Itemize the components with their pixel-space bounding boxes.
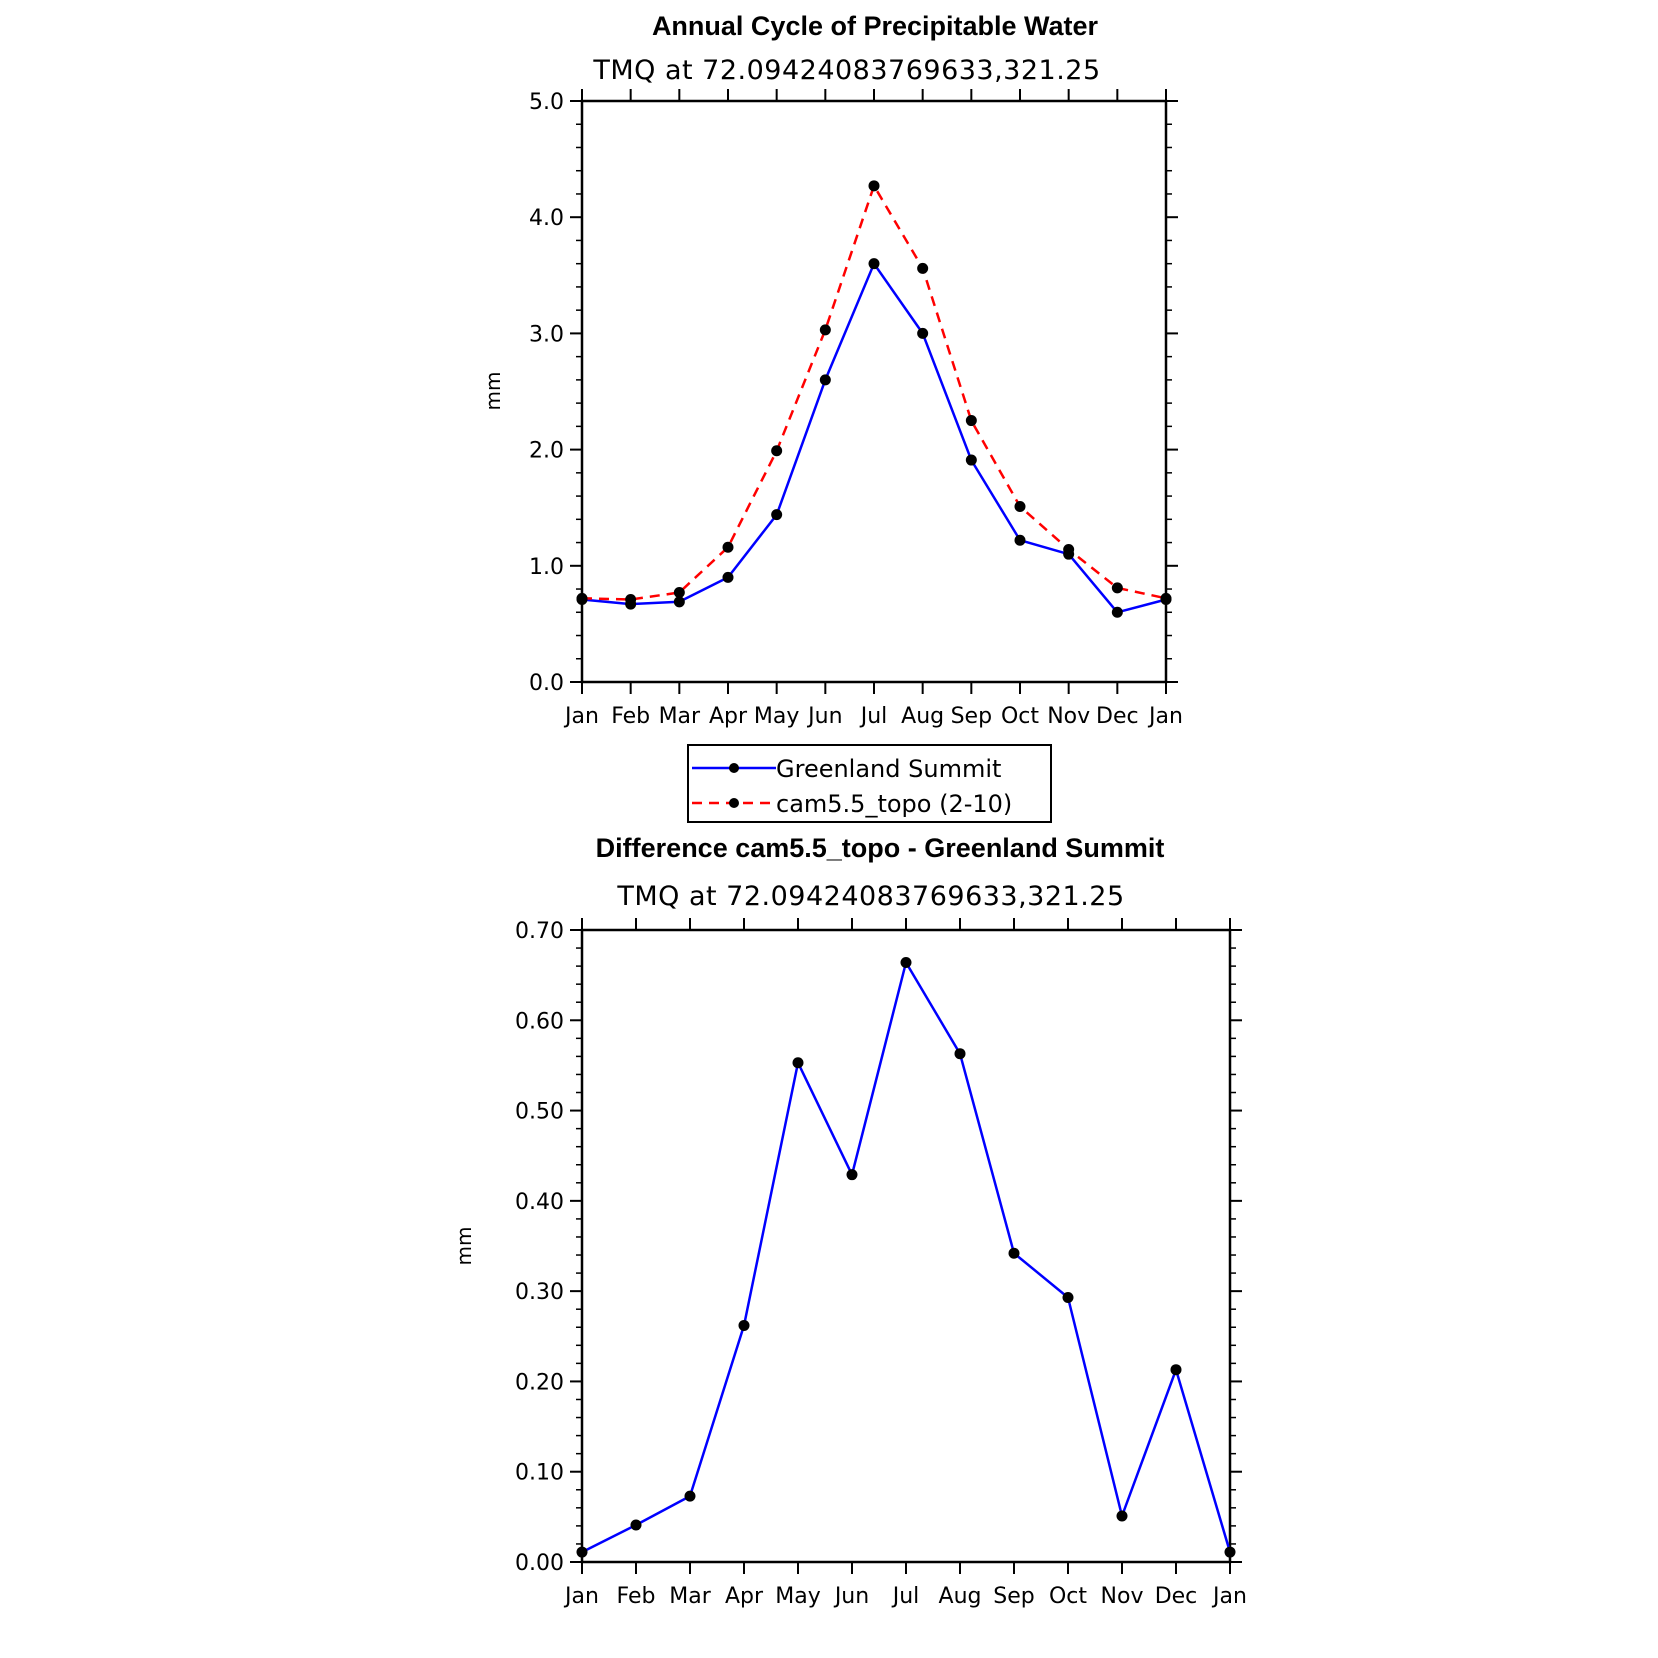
chart2-series-0-point [577, 1547, 588, 1558]
chart2-series-0-point [901, 957, 912, 968]
chart2-ytick-label: 0.60 [515, 1009, 564, 1035]
chart2-xtick-label: Sep [993, 1584, 1035, 1609]
legend-marker-cam [729, 798, 739, 808]
chart2-series-0-point [955, 1048, 966, 1059]
chart2-xtick-label: Feb [616, 1584, 656, 1609]
legend-marker-greenland [729, 763, 739, 773]
chart1-series-1-point [674, 587, 685, 598]
chart1-ytick-label: 4.0 [529, 206, 564, 232]
chart1-series-1-point [1161, 593, 1172, 604]
chart2-xtick-label: Oct [1048, 1584, 1088, 1609]
chart1-ytick-label: 5.0 [529, 90, 564, 115]
chart2-xtick-label: Jul [892, 1584, 920, 1609]
chart2-xtick-label: May [775, 1584, 821, 1609]
chart1-series-0-point [771, 509, 782, 520]
chart1-series-1-point [771, 445, 782, 456]
chart1-plot [529, 89, 1183, 729]
chart1-series-1-point [1063, 544, 1074, 555]
chart2-series-0-point [1063, 1292, 1074, 1303]
chart1-series-1-point [917, 263, 928, 274]
chart2-series-0-point [1225, 1547, 1236, 1558]
chart1-xtick-label: Feb [611, 704, 651, 729]
chart1-series-1-point [966, 415, 977, 426]
chart1-series-0-line [582, 264, 1166, 613]
chart1-series-1-point [1015, 501, 1026, 512]
chart1-series-0-point [1112, 607, 1123, 618]
chart2-xtick-label: Aug [938, 1584, 982, 1609]
chart1-xtick-label: Dec [1096, 704, 1139, 729]
chart2-series-0-point [739, 1320, 750, 1331]
chart2-ytick-label: 0.30 [515, 1280, 564, 1306]
legend-label-cam: cam5.5_topo (2-10) [776, 790, 1013, 818]
chart2-ytick-label: 0.40 [515, 1189, 564, 1215]
chart2-subtitle: TMQ at 72.09424083769633,321.25 [617, 881, 1125, 912]
chart1-xtick-label: Oct [1000, 704, 1040, 729]
chart1-series-0-point [966, 455, 977, 466]
chart2-ytick-label: 0.20 [515, 1370, 564, 1396]
chart1-series-0-point [917, 328, 928, 339]
chart2-series-0-point [685, 1491, 696, 1502]
chart2-xtick-label: Jan [565, 1584, 599, 1609]
chart1-xtick-label: Jun [808, 704, 843, 729]
chart1-series-1-point [1112, 582, 1123, 593]
chart1-title: Annual Cycle of Precipitable Water [651, 11, 1099, 41]
chart1-series-0-point [820, 374, 831, 385]
chart1-xtick-label: Mar [658, 704, 701, 729]
chart2-xtick-label: Apr [724, 1584, 764, 1609]
chart2-ylabel: mm [452, 1226, 476, 1266]
chart1-ytick-label: 2.0 [529, 438, 564, 464]
chart2-series-0-line [582, 963, 1230, 1553]
chart1-subtitle: TMQ at 72.09424083769633,321.25 [593, 55, 1101, 86]
chart1-series-0-point [1015, 535, 1026, 546]
chart1-xtick-label: May [753, 704, 800, 729]
chart1-xtick-label: Apr [708, 704, 748, 729]
chart1-xtick-label: Jan [565, 704, 599, 729]
chart2-series-0-point [1009, 1248, 1020, 1259]
chart1-xtick-label: Jul [860, 704, 888, 729]
chart2-series-0-point [1171, 1364, 1182, 1375]
chart2-plot-frame [582, 930, 1230, 1562]
chart1-xtick-label: Sep [950, 704, 993, 729]
chart2-plot [515, 918, 1247, 1609]
chart1-ytick-label: 3.0 [529, 322, 564, 348]
chart1-legend [688, 745, 1051, 822]
chart1-series-1-point [869, 180, 880, 191]
chart2-xtick-label: Jan [1213, 1584, 1247, 1609]
chart1-series-0-point [723, 572, 734, 583]
chart2-series-0-point [793, 1057, 804, 1068]
chart2-title: Difference cam5.5_topo - Greenland Summit [595, 833, 1165, 863]
chart2-xtick-label: Nov [1100, 1584, 1144, 1609]
chart1-xtick-label: Jan [1149, 704, 1183, 729]
chart1-xtick-label: Nov [1047, 704, 1091, 729]
chart1-series-1-point [625, 594, 636, 605]
chart2-series-0-point [631, 1519, 642, 1530]
chart2-ytick-label: 0.70 [515, 919, 564, 944]
chart2-xtick-label: Jun [834, 1584, 870, 1609]
chart1-ytick-label: 1.0 [529, 554, 564, 580]
chart1-xtick-label: Aug [901, 704, 945, 729]
chart1-ylabel: mm [481, 371, 505, 411]
chart1-series-1-point [577, 593, 588, 604]
chart1-ytick-label: 0.0 [529, 671, 564, 696]
chart1-series-1-point [820, 324, 831, 335]
chart2-series-0-point [847, 1169, 858, 1180]
legend-label-greenland: Greenland Summit [776, 755, 1002, 783]
chart2-ytick-label: 0.50 [515, 1099, 564, 1125]
chart2-series-0-point [1117, 1510, 1128, 1521]
chart2-xtick-label: Mar [669, 1584, 711, 1609]
chart1-series-1-point [723, 542, 734, 553]
chart1-series-0-point [869, 258, 880, 269]
chart2-xtick-label: Dec [1154, 1584, 1198, 1609]
chart2-ytick-label: 0.00 [515, 1551, 564, 1576]
chart1-series-1-line [582, 186, 1166, 600]
chart2-ytick-label: 0.10 [515, 1460, 564, 1486]
